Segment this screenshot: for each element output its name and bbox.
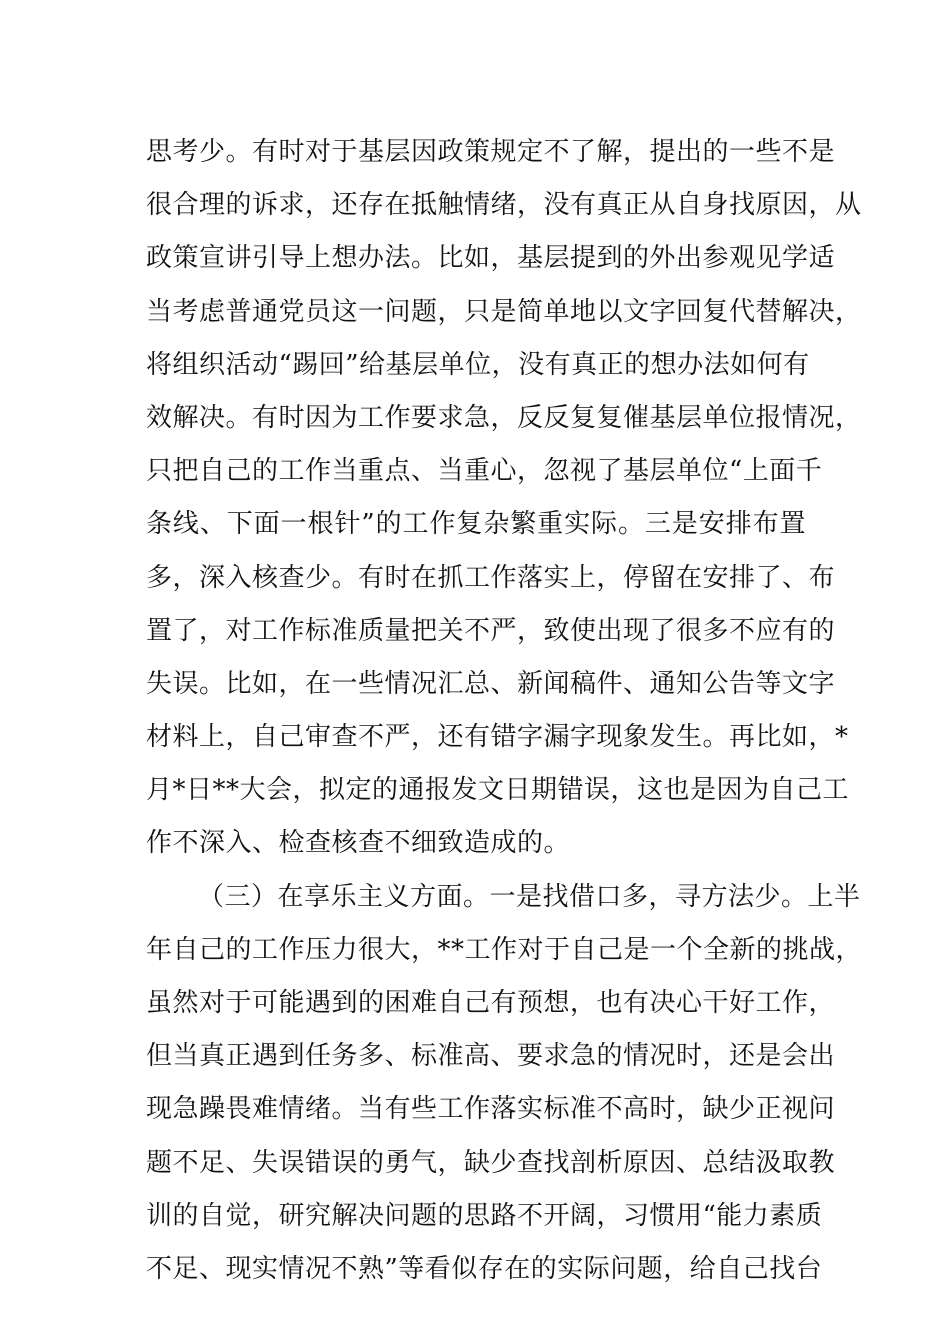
text-line: 效解决。有时因为工作要求急，反反复复催基层单位报情况， — [146, 402, 862, 433]
text-line: 训的自觉，研究解决问题的思路不开阔，习惯用“能力素质 — [146, 1200, 823, 1231]
text-line: 很合理的诉求，还存在抵触情绪，没有真正从自身找原因，从 — [146, 190, 862, 221]
text-line: 年自己的工作压力很大，**工作对于自己是一个全新的挑战， — [146, 934, 863, 965]
text-line: 当考虑普通党员这一问题，只是简单地以文字回复代替解决， — [146, 296, 862, 327]
text-line: 失误。比如，在一些情况汇总、新闻稿件、通知公告等文字 — [146, 668, 836, 699]
text-line: 只把自己的工作当重点、当重心，忽视了基层单位“上面千 — [146, 456, 823, 487]
text-line: 但当真正遇到任务多、标准高、要求急的情况时，还是会出 — [146, 1041, 836, 1072]
text-line: 虽然对于可能遇到的困难自己有预想，也有决心干好工作， — [146, 988, 836, 1018]
body-text — [146, 126, 863, 1296]
text-line: 不足、现实情况不熟”等看似存在的实际问题，给自己找台 — [146, 1253, 823, 1284]
text-line: 思考少。有时对于基层因政策规定不了解，提出的一些不是 — [146, 137, 836, 167]
text-line: 条线、下面一根针”的工作复杂繁重实际。三是安排布置 — [146, 509, 806, 540]
text-line: 题不足、失误错误的勇气，缺少查找剖析原因、总结汲取教 — [146, 1147, 836, 1178]
text-line: 政策宣讲引导上想办法。比如，基层提到的外出参观见学适 — [146, 243, 836, 274]
text-line: 现急躁畏难情绪。当有些工作落实标准不高时，缺少正视问 — [146, 1094, 836, 1125]
text-line: 材料上，自己审查不严，还有错字漏字现象发生。再比如，* — [146, 722, 849, 753]
text-line: 作不深入、检查核查不细致造成的。 — [146, 828, 571, 859]
text-line: 多，深入核查少。有时在抓工作落实上，停留在安排了、布 — [146, 562, 836, 593]
text-line: 月*日**大会，拟定的通报发文日期错误，这也是因为自己工 — [146, 775, 850, 806]
section-heading-line: （三）在享乐主义方面。一是找借口多，寻方法少。上半 — [198, 881, 861, 912]
text-line: 将组织活动“踢回”给基层单位，没有真正的想办法如何有 — [146, 349, 810, 380]
text-line: 置了，对工作标准质量把关不严，致使出现了很多不应有的 — [146, 615, 836, 646]
